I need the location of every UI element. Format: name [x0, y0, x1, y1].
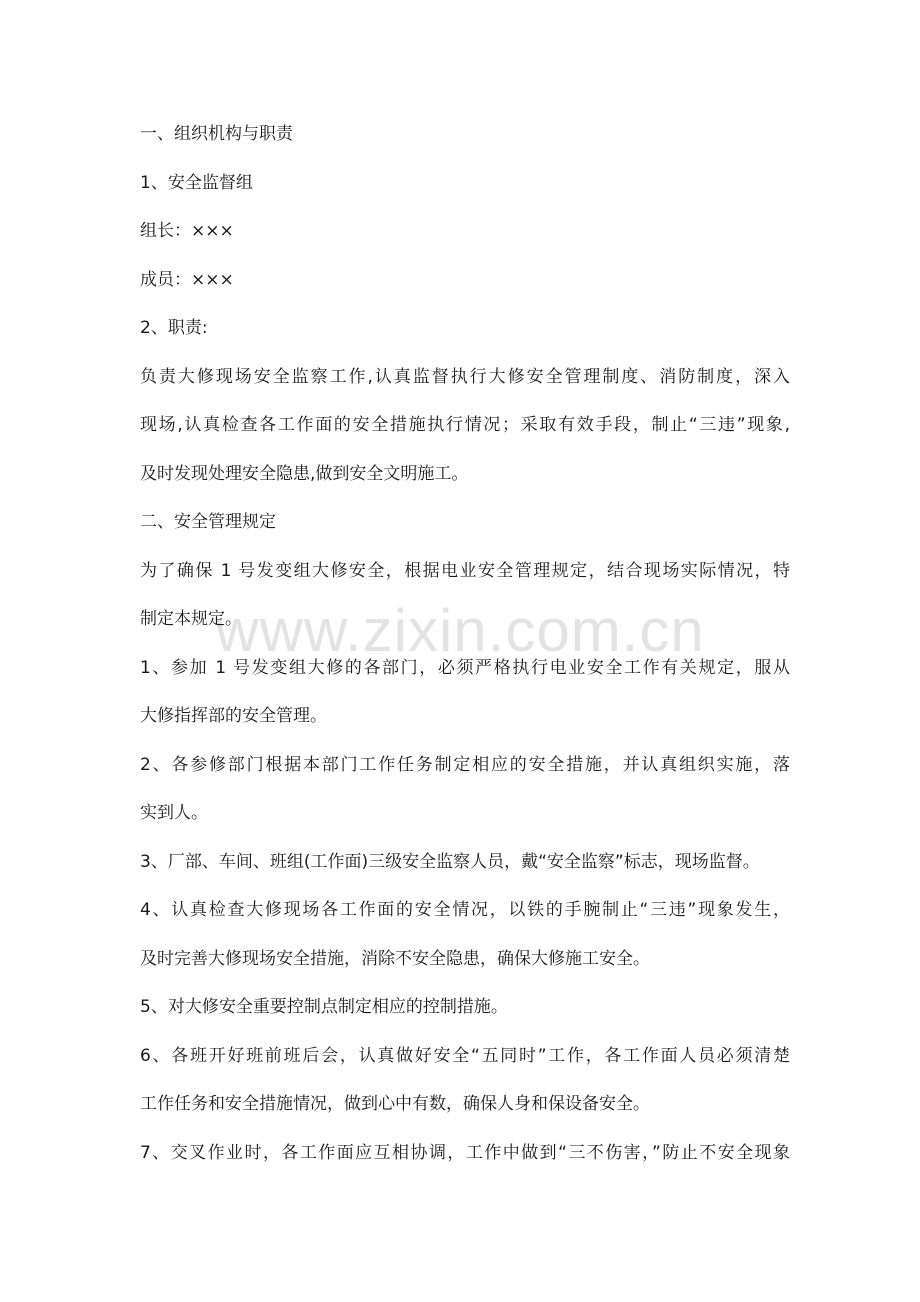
section-heading-organization: 一、组织机构与职责 — [140, 124, 293, 144]
rule-item-line: 5、对大修安全重要控制点制定相应的控制措施。 — [140, 997, 508, 1017]
rule-item-line: 4、认真检查大修现场各工作面的安全情况，以铁的手腕制止“三违”现象发生， — [140, 900, 790, 920]
rule-item-line: 7、交叉作业时，各工作面应互相协调，工作中做到“三不伤害，”防止不安全现象 — [140, 1142, 790, 1163]
section-heading-safety-rules: 二、安全管理规定 — [140, 512, 276, 532]
rule-item-line: 大修指挥部的安全管理。 — [140, 706, 327, 726]
intro-paragraph-line: 为了确保 1 号发变组大修安全，根据电业安全管理规定，结合现场实际情况，特 — [140, 560, 790, 581]
duties-paragraph-line: 现场,认真检查各工作面的安全措施执行情况；采取有效手段，制止“三违”现象, — [140, 415, 790, 435]
document-body — [140, 110, 790, 1177]
rule-item-line: 实到人。 — [140, 803, 208, 823]
rule-item-line: 及时完善大修现场安全措施，消除不安全隐患，确保大修施工安全。 — [140, 948, 650, 969]
group-members-line: 成员：××× — [140, 269, 234, 290]
duties-paragraph-line: 负责大修现场安全监察工作,认真监督执行大修安全管理制度、消防制度，深入 — [140, 366, 790, 387]
rule-item-line: 1、参加 1 号发变组大修的各部门，必须严格执行电业安全工作有关规定，服从 — [140, 657, 790, 678]
rule-item-line: 工作任务和安全措施情况，做到心中有数，确保人身和保设备安全。 — [140, 1094, 650, 1114]
rule-item-line: 6、各班开好班前班后会，认真做好安全“五同时”工作，各工作面人员必须清楚 — [140, 1045, 790, 1066]
watermark: www.zixin.com.cn — [215, 597, 705, 664]
rule-item-line: 3、厂部、车间、班组(工作面)三级安全监察人员，戴“安全监察”标志，现场监督。 — [140, 851, 760, 872]
rule-item-line: 2、各参修部门根据本部门工作任务制定相应的安全措施，并认真组织实施，落 — [140, 754, 790, 775]
intro-paragraph-line: 制定本规定。 — [140, 609, 242, 629]
subheading-safety-supervision-group: 1、安全监督组 — [140, 172, 253, 193]
duties-paragraph-line: 及时发现处理安全隐患,做到安全文明施工。 — [140, 463, 469, 484]
group-leader-line: 组长：××× — [140, 221, 234, 241]
subheading-duties: 2、职责: — [140, 318, 208, 338]
